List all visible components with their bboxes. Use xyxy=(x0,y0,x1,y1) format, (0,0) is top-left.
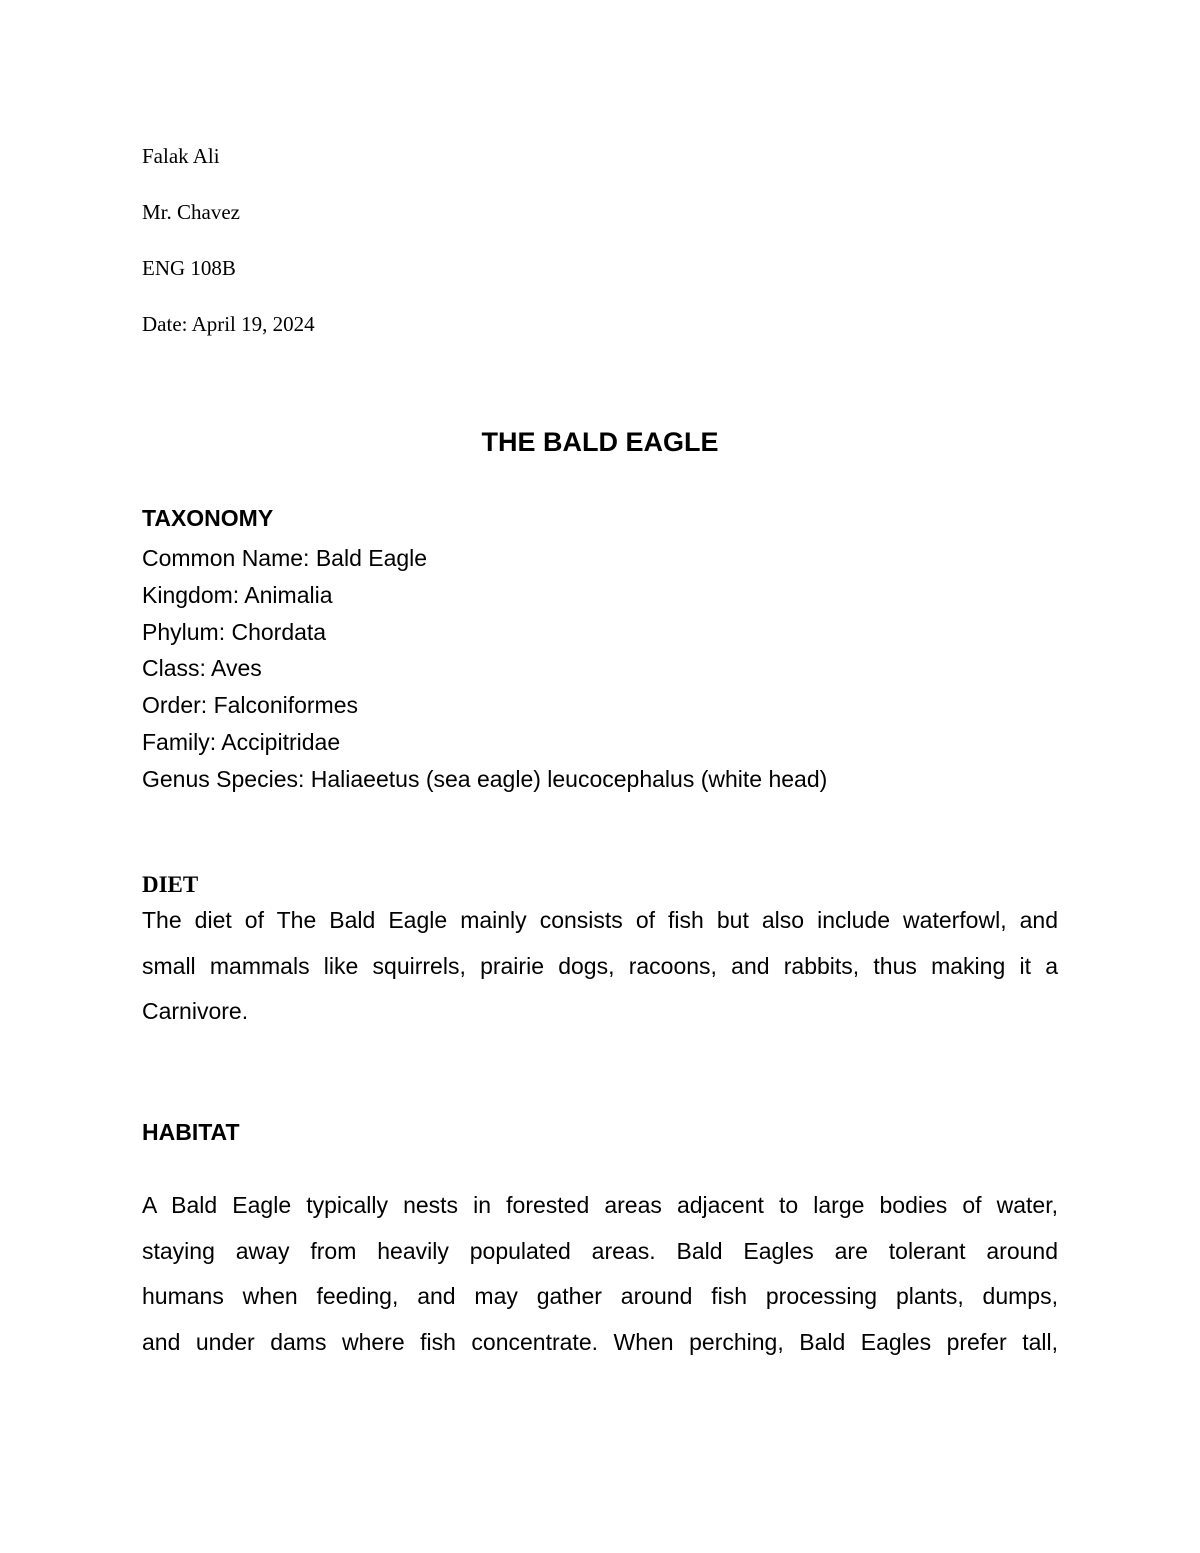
diet-line: The diet of The Bald Eagle mainly consists of fish but also include waterfowl, and xyxy=(142,907,1058,933)
document-date: Date: April 19, 2024 xyxy=(142,312,315,336)
taxonomy-list xyxy=(142,540,827,798)
taxonomy-class: Class: Aves xyxy=(142,655,262,682)
document-title: THE BALD EAGLE xyxy=(481,427,719,457)
teacher-name: Mr. Chavez xyxy=(142,200,240,224)
diet-line: small mammals like squirrels, prairie dogs, racoons, and rabbits, thus making it a xyxy=(142,952,1058,979)
diet-paragraph xyxy=(142,898,1058,1035)
taxonomy-kingdom: Kingdom: Animalia xyxy=(142,581,333,608)
habitat-paragraph xyxy=(142,1183,1058,1365)
habitat-line: humans when feeding, and may gather around fish processing plants, dumps, xyxy=(142,1283,1058,1309)
diet-line: Carnivore. xyxy=(142,998,249,1024)
habitat-heading: HABITAT xyxy=(142,1119,240,1145)
taxonomy-heading: TAXONOMY xyxy=(142,505,274,531)
habitat-line: staying away from heavily populated areas. Bald Eagles are tolerant around xyxy=(142,1237,1058,1264)
habitat-line: A Bald Eagle typically nests in forested areas adjacent to large bodies of water, xyxy=(142,1192,1058,1218)
taxonomy-common-name: Common Name: Bald Eagle xyxy=(142,545,428,571)
taxonomy-genus-species: Genus Species: Haliaeetus (sea eagle) leucocephalus (white head) xyxy=(142,765,828,792)
taxonomy-family: Family: Accipitridae xyxy=(142,728,341,755)
taxonomy-order: Order: Falconiformes xyxy=(142,692,359,719)
diet-heading: DIET xyxy=(142,872,199,897)
habitat-line: and under dams where fish concentrate. When perching, Bald Eagles prefer tall, xyxy=(142,1328,1058,1355)
student-name: Falak Ali xyxy=(142,144,220,168)
course-name: ENG 108B xyxy=(142,256,236,280)
taxonomy-phylum: Phylum: Chordata xyxy=(142,618,327,645)
